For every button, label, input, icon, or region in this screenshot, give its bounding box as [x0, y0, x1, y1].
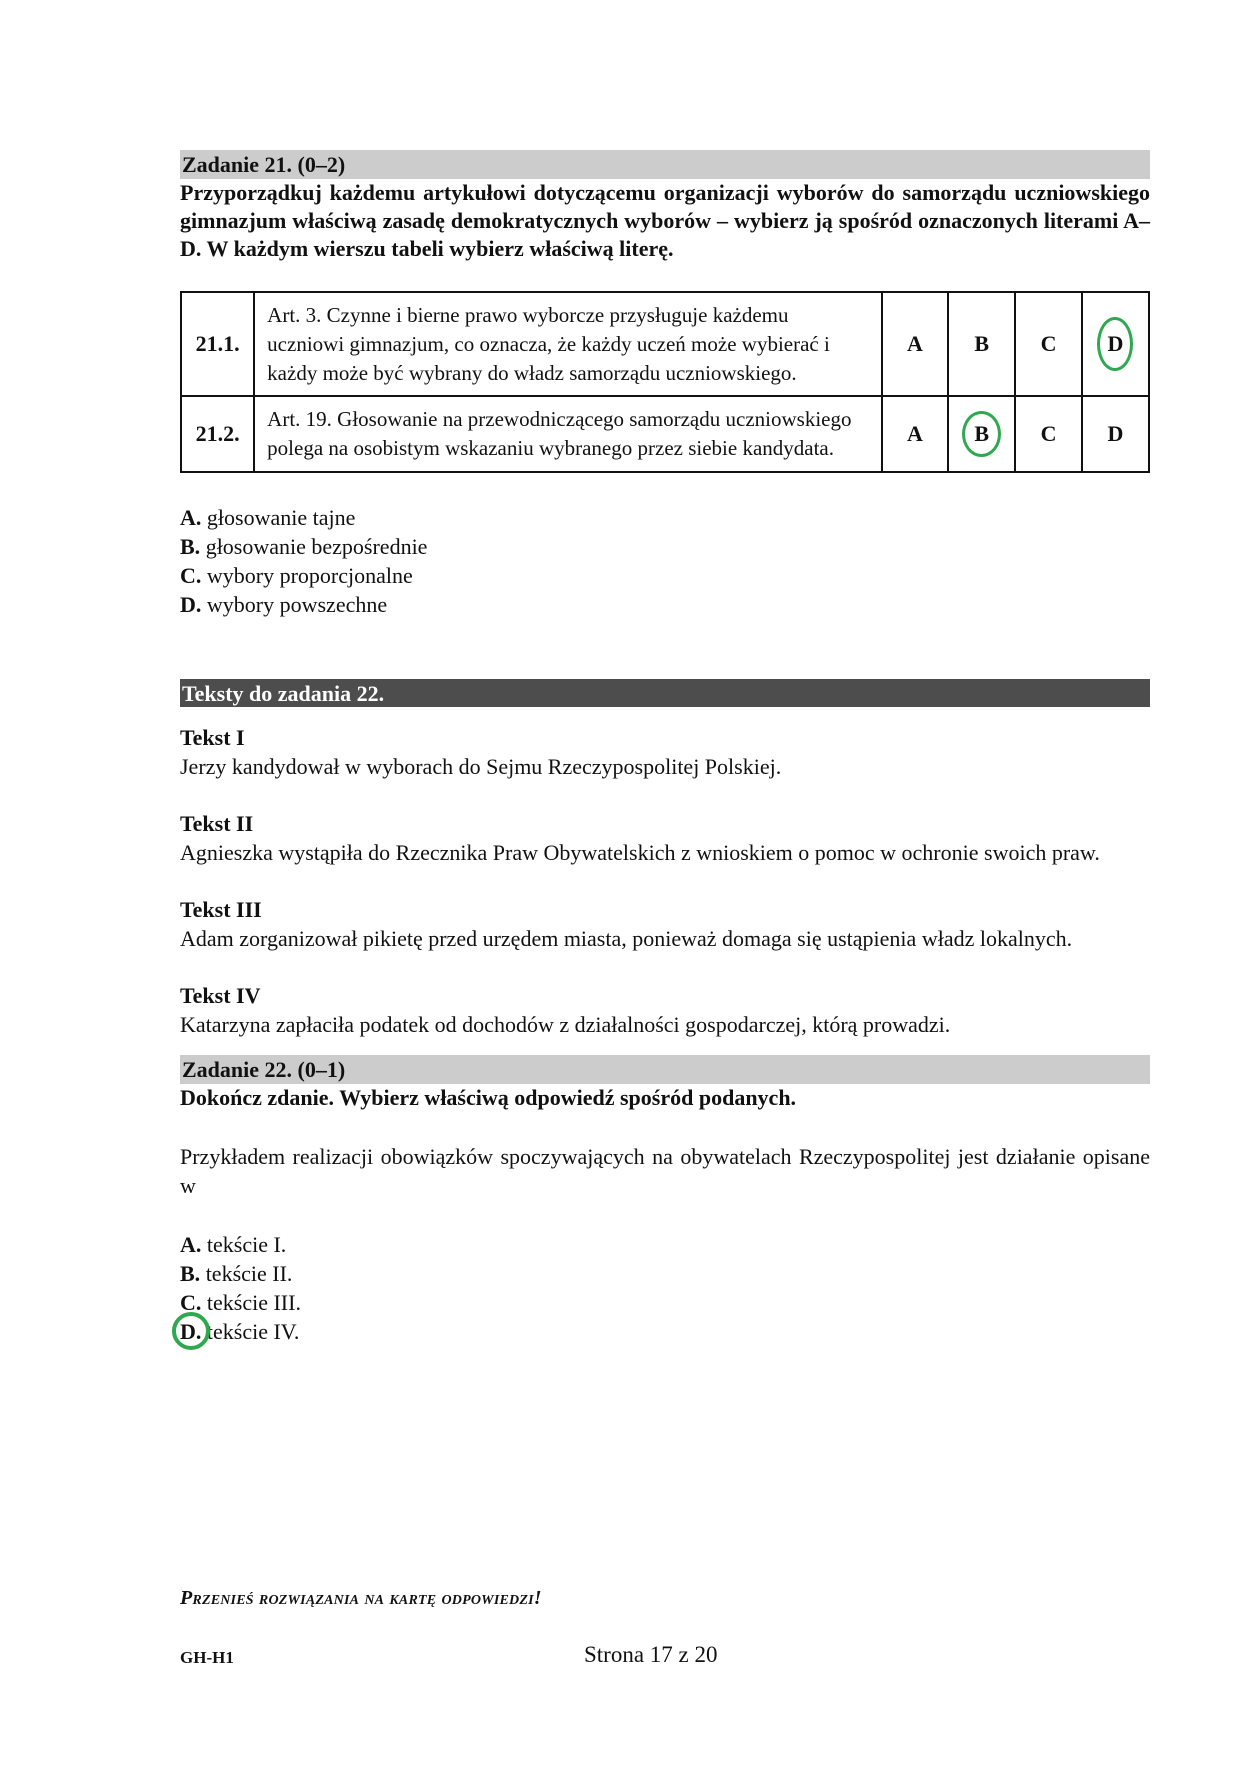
option-label: A: [906, 421, 923, 446]
row-number: 21.1.: [181, 292, 254, 396]
selected-answer-circle: [172, 1312, 210, 1350]
option-text: tekście III.: [206, 1290, 301, 1315]
selected-answer-circle: B: [962, 411, 1001, 457]
item-text: głosowanie tajne: [206, 505, 356, 530]
option-label: A: [906, 331, 923, 356]
task-22-question: Przykładem realizacji obowiązków spoczywających na obywatelach Rzeczypospolitej jest działanie opisane w: [180, 1144, 1150, 1198]
option-a[interactable]: [882, 396, 948, 472]
transfer-note-text: Przenieś rozwiązania na kartę odpowiedzi!: [180, 1587, 542, 1609]
text-i: [180, 723, 1150, 781]
article-text: Art. 3. Czynne i bierne prawo wyborcze przysługuje każdemu uczniowi gimnazjum, co oznacza, że każdy uczeń może wybierać i każdy może być wybrany do władz samorządu uczniowskiego.: [254, 292, 882, 396]
row-number: 21.2.: [181, 396, 254, 472]
option-text: tekście II.: [205, 1261, 293, 1286]
option-text: tekście I.: [206, 1232, 287, 1257]
text-body: Agnieszka wystąpiła do Rzecznika Praw Obywatelskich z wnioskiem o pomoc w ochronie swoich praw.: [180, 840, 1100, 865]
item-letter: B.: [180, 534, 201, 559]
page-number: Strona 17 z 20: [584, 1642, 718, 1667]
item-text: wybory proporcjonalne: [206, 563, 413, 588]
option-d-selected[interactable]: [1082, 292, 1149, 396]
option-label: D: [1107, 421, 1124, 446]
option-label: C: [1040, 421, 1057, 446]
transfer-note: [180, 1587, 542, 1610]
list-item: [180, 590, 1150, 619]
option-letter: C.: [180, 1290, 202, 1315]
text-ii: [180, 809, 1150, 867]
option-b[interactable]: [180, 1259, 1150, 1288]
table-row: [181, 396, 1149, 472]
text-body: Katarzyna zapłaciła podatek od dochodów z działalności gospodarczej, którą prowadzi.: [180, 1012, 951, 1037]
option-letter: B.: [180, 1261, 201, 1286]
option-label: C: [1040, 331, 1057, 356]
matching-table: [180, 291, 1150, 473]
list-item: [180, 532, 1150, 561]
option-c[interactable]: [180, 1288, 1150, 1317]
option-text: tekście IV.: [206, 1319, 300, 1344]
option-c[interactable]: [1015, 396, 1081, 472]
task-22-instruction: Dokończ zdanie. Wybierz właściwą odpowiedź spośród podanych.: [180, 1085, 797, 1110]
texts-22-header: Teksty do zadania 22.: [180, 679, 1150, 707]
option-a[interactable]: [180, 1230, 1150, 1259]
option-b[interactable]: [948, 292, 1015, 396]
item-letter: A.: [180, 505, 202, 530]
item-text: wybory powszechne: [206, 592, 388, 617]
exam-page: [180, 150, 1150, 1346]
text-title: Tekst III: [180, 897, 262, 922]
table-row: [181, 292, 1149, 396]
task-21-instruction: Przyporządkuj każdemu artykułowi dotyczącemu organizacji wyborów do samorządu uczniowskiego gimnazjum właściwą zasadę demokratycznych wyborów – wybierz ją spośród oznaczonych literami A–D. W każdym wierszu tabeli wybierz właściwą literę.: [180, 180, 1150, 261]
option-d[interactable]: [1082, 396, 1149, 472]
text-title: Tekst II: [180, 811, 254, 836]
option-letter: A.: [180, 1232, 202, 1257]
item-letter: D.: [180, 592, 202, 617]
text-body: Jerzy kandydował w wyborach do Sejmu Rzeczypospolitej Polskiej.: [180, 754, 782, 779]
option-label: B: [974, 331, 990, 356]
principles-list: [180, 503, 1150, 619]
text-iii: [180, 895, 1150, 953]
exam-code: GH-H1: [180, 1648, 234, 1667]
text-iv: [180, 981, 1150, 1039]
article-text: Art. 19. Głosowanie na przewodniczącego samorządu uczniowskiego polega na osobistym wskazaniu wybranego przez siebie kandydata.: [254, 396, 882, 472]
list-item: [180, 503, 1150, 532]
option-d-selected[interactable]: [180, 1317, 1150, 1346]
task-22-options: [180, 1230, 1150, 1346]
task-21-header: Zadanie 21. (0–2): [180, 150, 1150, 179]
list-item: [180, 561, 1150, 590]
selected-answer-circle: D: [1097, 317, 1133, 371]
item-text: głosowanie bezpośrednie: [205, 534, 428, 559]
task-22-header: Zadanie 22. (0–1): [180, 1055, 1150, 1084]
option-letter: D.: [180, 1319, 202, 1344]
option-c[interactable]: [1015, 292, 1081, 396]
item-letter: C.: [180, 563, 202, 588]
option-b-selected[interactable]: [948, 396, 1015, 472]
text-title: Tekst I: [180, 725, 245, 750]
text-title: Tekst IV: [180, 983, 261, 1008]
text-body: Adam zorganizował pikietę przed urzędem miasta, ponieważ domaga się ustąpienia władz lokalnych.: [180, 926, 1073, 951]
option-a[interactable]: [882, 292, 948, 396]
